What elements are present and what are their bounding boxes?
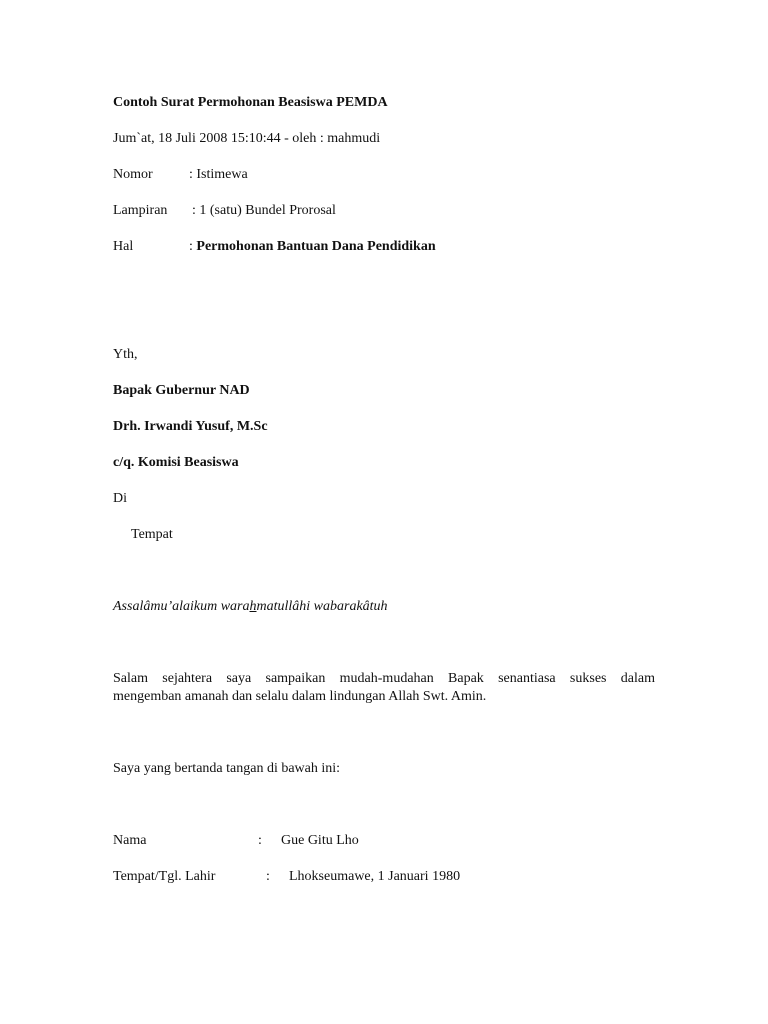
recipient-line3: c/q. Komisi Beasiswa — [113, 455, 239, 470]
field-ttl-colon: : — [266, 869, 270, 884]
greeting-part2: h — [249, 599, 257, 614]
paragraph-line1: Salam sejahtera saya sampaikan mudah-mudahan Bapak senantiasa sukses dalam — [113, 671, 655, 686]
field-ttl-value: Lhokseumawe, 1 Januari 1980 — [289, 869, 461, 884]
field-hal-colon: : — [189, 239, 193, 254]
field-hal — [113, 238, 436, 256]
greeting-part1: Assalâmu’alaikum wara — [113, 599, 250, 614]
field-ttl-label: Tempat/Tgl. Lahir — [113, 869, 216, 884]
recipient-yth: Yth, — [113, 347, 138, 362]
recipient-line1: Bapak Gubernur NAD — [113, 383, 250, 398]
greeting — [113, 598, 388, 616]
field-nomor-value: : Istimewa — [189, 167, 248, 182]
greeting-part3: matullâhi wabarakâtuh — [256, 599, 388, 614]
document-title: Contoh Surat Permohonan Beasiswa PEMDA — [113, 95, 388, 110]
field-nomor-label: Nomor — [113, 167, 153, 182]
paragraph — [113, 670, 655, 706]
field-nama — [113, 832, 359, 850]
recipient-line2: Drh. Irwandi Yusuf, M.Sc — [113, 419, 268, 434]
field-lampiran-value: : 1 (satu) Bundel Prorosal — [192, 203, 336, 218]
recipient-tempat: Tempat — [131, 527, 173, 542]
field-nama-label: Nama — [113, 833, 147, 848]
intro-text: Saya yang bertanda tangan di bawah ini: — [113, 761, 341, 776]
recipient-di: Di — [113, 491, 127, 506]
field-ttl — [113, 868, 460, 886]
field-hal-label: Hal — [113, 239, 134, 254]
field-hal-value: Permohonan Bantuan Dana Pendidikan — [196, 239, 436, 254]
paragraph-line2: mengemban amanah dan selalu dalam lindungan Allah Swt. Amin. — [113, 689, 487, 704]
field-lampiran — [113, 202, 336, 220]
field-nama-colon: : — [258, 833, 262, 848]
field-nama-value: Gue Gitu Lho — [281, 833, 359, 848]
document-meta: Jum`at, 18 Juli 2008 15:10:44 - oleh : mahmudi — [113, 131, 381, 146]
field-lampiran-label: Lampiran — [113, 203, 168, 218]
field-nomor — [113, 166, 248, 184]
